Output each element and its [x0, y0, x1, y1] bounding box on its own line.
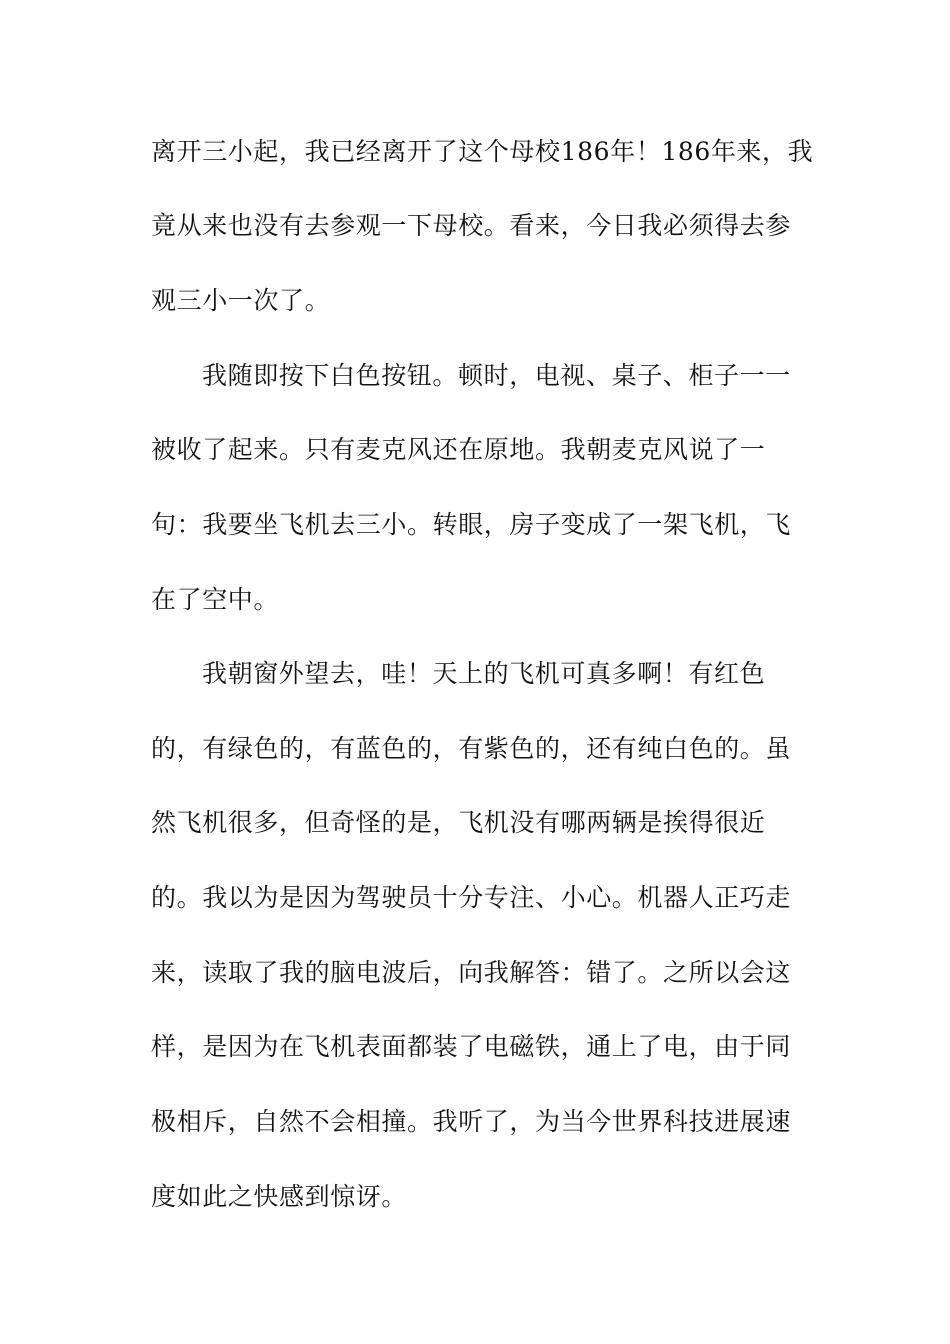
text-line: 的。我以为是因为驾驶员十分专注、小心。机器人正巧走 [151, 883, 792, 912]
text-line: 来，读取了我的脑电波后，向我解答：错了。之所以会这 [151, 958, 792, 987]
text-line: 然飞机很多，但奇怪的是，飞机没有哪两辆是挨得很近 [151, 808, 766, 837]
text-line: 我随即按下白色按钮。顿时，电视、桌子、柜子一一 [202, 361, 791, 390]
text-line: 度如此之快感到惊讶。 [151, 1182, 408, 1211]
text-line: 样，是因为在飞机表面都装了电磁铁，通上了电，由于同 [151, 1032, 792, 1061]
text-line: 句：我要坐飞机去三小。转眼，房子变成了一架飞机，飞 [151, 510, 792, 539]
text-line: 离开三小起，我已经离开了这个母校186年！186年来，我 [151, 137, 814, 166]
text-line: 观三小一次了。 [151, 286, 331, 315]
text-line: 被收了起来。只有麦克风还在原地。我朝麦克风说了一 [151, 435, 766, 464]
text-line: 在了空中。 [151, 585, 280, 614]
text-line: 我朝窗外望去，哇！天上的飞机可真多啊！有红色 [202, 659, 766, 688]
text-line: 竟从来也没有去参观一下母校。看来，今日我必须得去参 [151, 211, 792, 240]
text-line: 的，有绿色的，有蓝色的，有紫色的，还有纯白色的。虽 [151, 734, 792, 763]
text-line: 极相斥，自然不会相撞。我听了，为当今世界科技进展速 [151, 1107, 792, 1136]
